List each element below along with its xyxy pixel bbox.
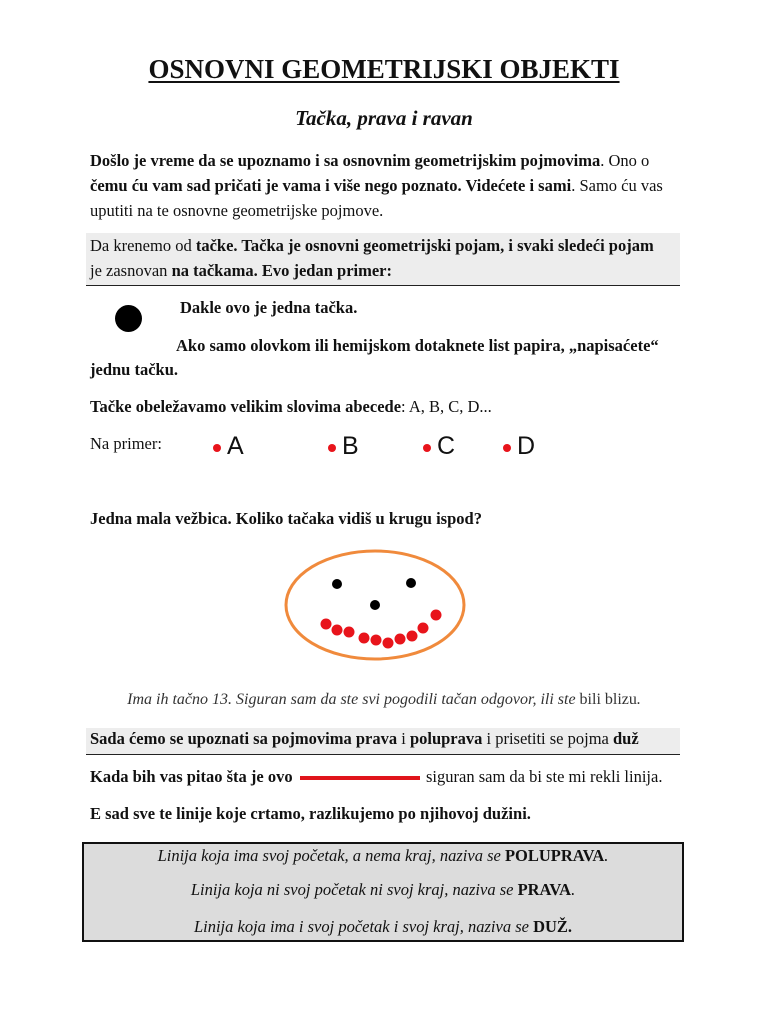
intro-line-1-end: . Ono o [600,151,650,170]
mouth-dot [371,635,382,646]
line-question-b: siguran sam da bi ste mi rekli linija. [426,767,663,786]
definition-text: Linija koja ni svoj početak ni svoj kraj, naziva se [190,880,518,899]
mouth-dot [418,623,429,634]
smiley-illustration [280,546,470,664]
lines-intro-e: i prisetiti se pojma [482,729,613,748]
definition-text: Linija koja ima i svoj početak i svoj kraj, naziva se [193,917,534,936]
dot-caption: Dakle ovo je jedna tačka. [180,298,358,317]
labeling-text-a: Tačke obeležavamo velikim slovima abecede [90,397,402,416]
mouth-dot [321,619,332,630]
answer-caption [0,691,768,709]
intro-line-3: uputiti na te osnovne geometrijske pojmove. [90,201,384,220]
term-prava: prava [355,729,398,748]
page-title: OSNOVNI GEOMETRIJSKI OBJEKTI [148,54,620,84]
definition-term: DUŽ. [533,917,573,936]
mouth-dot [395,634,406,645]
eye-dot-left [332,579,342,589]
point-a-label: A [227,432,244,460]
definition-text: Linija koja ima svoj početak, a nema kraj, naziva se [157,846,505,865]
intro-line-2-end: . Samo ću vas [571,176,663,195]
section-divider [86,285,680,286]
point-d-label: D [517,432,536,460]
mouth-dot [431,610,442,621]
mouth-dot [359,633,370,644]
red-line-sample [300,776,420,780]
lines-divider [86,754,680,755]
tacka-line-2a: je zasnovan [90,261,172,280]
definition-end: . [571,880,576,899]
labeling-text-b: : A, B, C, D... [401,397,492,416]
mouth-dot [383,638,394,649]
intro-paragraph [90,148,680,223]
lines-intro-c: i [397,729,410,748]
lines-intro [90,729,639,749]
tacka-line-1b: . Tačka je osnovni geometrijski pojam, i svaki sledeći pojam [233,236,654,255]
eye-dot-right [406,578,416,588]
definition-term: POLUPRAVA [504,846,605,865]
example-label: Na primer: [90,434,162,453]
answer-end: . [636,691,641,708]
answer-text: Ima ih tačno 13. Siguran sam da ste svi pogodili tačan odgovor, ili ste [127,691,580,708]
exercise-question: Jedna mala vežbica. Koliko tačaka vidiš u krugu ispod? [90,509,482,528]
intro-line-1: Došlo je vreme da se upoznamo i sa osnovnim geometrijskim pojmovima [90,151,601,170]
pencil-text-2: jednu tačku. [90,360,179,379]
intro-line-2: čemu ću vam sad pričati je vama i više nego poznato. Videćete i sami [90,176,572,195]
page-subtitle: Tačka, prava i ravan [295,106,473,130]
pencil-text-1: Ako samo olovkom ili hemijskom dotaknete list papira, „napisaćete“ [176,336,659,355]
point-c-dot [423,444,431,452]
lines-length-text: E sad sve te linije koje crtamo, razlikujemo po njihovoj dužini. [90,804,531,823]
labeling-text [90,397,492,417]
tacka-term: tačke [195,236,234,255]
point-a-dot [213,444,221,452]
point-d-dot [503,444,511,452]
line-question-a: Kada bih vas pitao šta je ovo [90,767,293,786]
point-c-label: C [437,432,456,460]
definition-prava [82,880,684,900]
lines-intro-a: Sada ćemo se upoznati sa pojmovima [90,729,356,748]
definition-duz [82,917,684,937]
point-b-label: B [342,432,359,460]
tacka-line-2b: na tačkama. Evo jedan primer: [171,261,393,280]
tacka-line-1a: Da krenemo od [90,236,196,255]
mouth-dot [344,627,355,638]
term-poluprava: poluprava [409,729,483,748]
answer-emphasis: bili blizu [579,691,637,708]
definition-end: . [604,846,609,865]
point-b-dot [328,444,336,452]
definition-poluprava [82,846,684,866]
mouth-dot [332,625,343,636]
nose-dot [370,600,380,610]
example-point-dot [115,305,142,332]
tacka-paragraph [90,233,680,283]
definition-term: PRAVA [517,880,572,899]
mouth-dot [407,631,418,642]
term-duz: duž [612,729,639,748]
